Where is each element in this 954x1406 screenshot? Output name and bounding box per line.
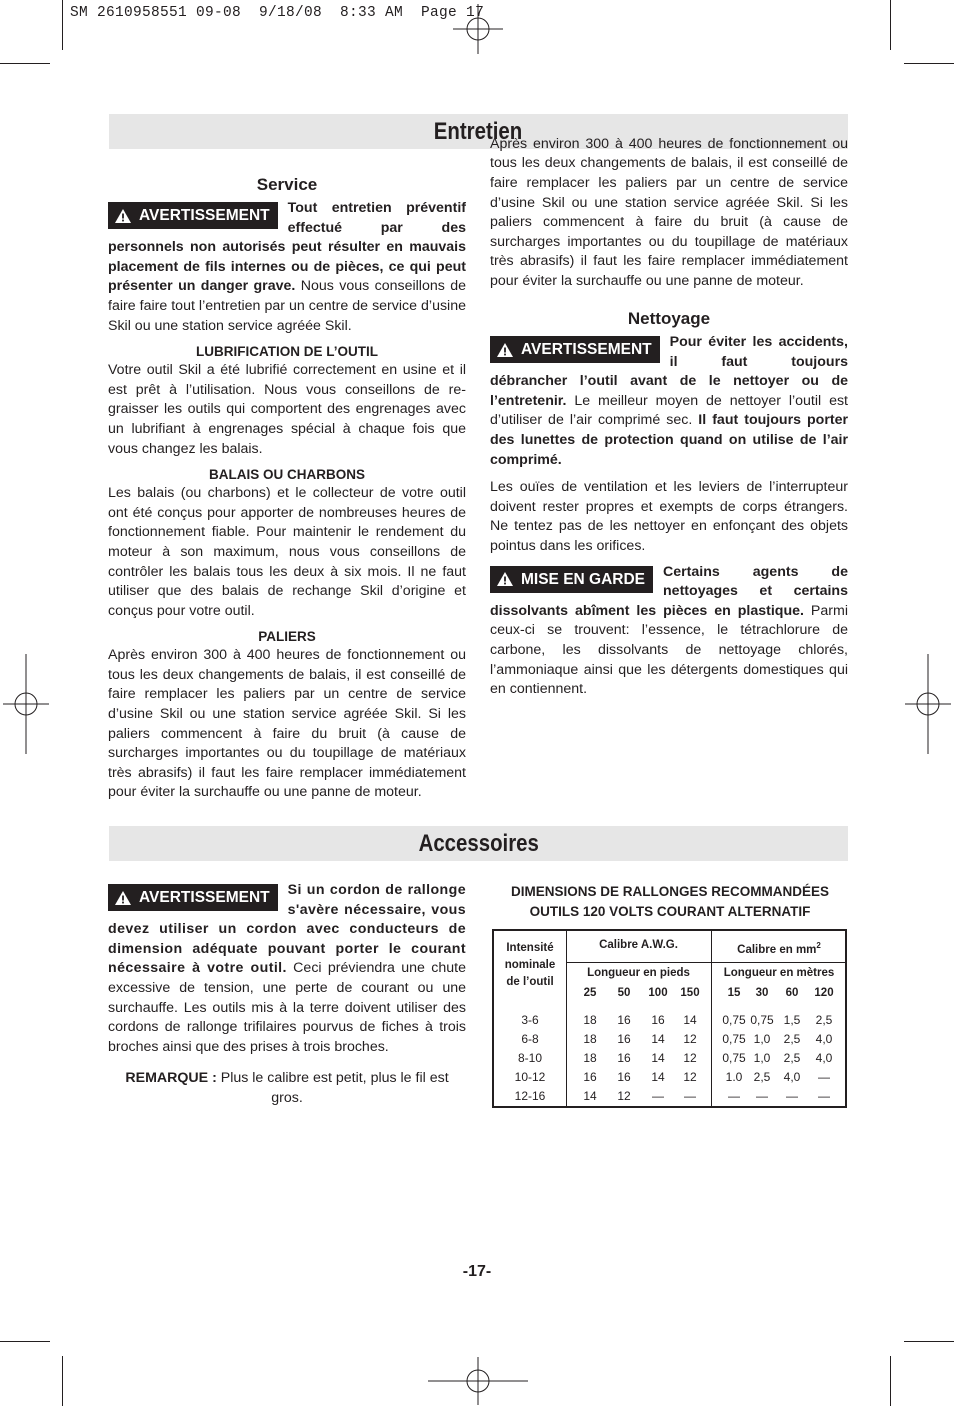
feet-value: 25: [583, 987, 597, 999]
awg-cell: 12: [683, 1051, 697, 1065]
amperage-cell: 10-12: [514, 1070, 546, 1084]
mm-cell: 1,0: [753, 1051, 771, 1065]
crop-mark: [62, 0, 63, 50]
awg-cell: 16: [617, 1013, 631, 1027]
mm-header: Calibre en $mm^2$: [737, 941, 821, 956]
table-divider: [566, 962, 847, 963]
amperage-cell: 3-6: [521, 1013, 539, 1027]
mm-cell: 4,0: [815, 1051, 833, 1065]
cleaning-paragraph: AVERTISSEMENT Pour éviter les accidents, il faut toujours débrancher l’outil avant de le nettoyer ou de l’entretenir. Le meilleur moyen de nettoyer l’outil est d’utiliser de l’air comprimé sec. Il faut toujours porter des lunettes de protection quand on utilise de l’air comprimé.: [490, 334, 848, 468]
awg-header: Calibre A.W.G.: [599, 939, 678, 951]
registration-target-icon: [905, 654, 951, 754]
awg-cell: 16: [617, 1051, 631, 1065]
meters-header: Longueur en mètres: [723, 967, 835, 979]
feet-header: Longueur en pieds: [587, 967, 690, 979]
amperage-cell: 6-8: [521, 1032, 539, 1046]
warning-triangle-icon: [496, 571, 514, 587]
entretien-left-column: [108, 175, 467, 801]
awg-cell: 18: [583, 1032, 597, 1046]
warning-badge: AVERTISSEMENT: [108, 884, 278, 911]
section-title-entretien: Entretien: [109, 114, 848, 149]
crop-mark: [890, 1356, 891, 1406]
feet-value: 150: [680, 987, 700, 999]
crop-mark: [890, 0, 891, 50]
vents-paragraph: Les ouïes de ventilation et les leviers de l’interrupteur doivent rester propres et exempts de corps étrangers. Ne tentez pas de les nettoyer en enfonçant des objets pointus dans les orifices.: [490, 479, 848, 554]
crop-mark: [0, 1341, 50, 1342]
section-title-accessoires: Accessoires: [109, 826, 848, 861]
mm-cell: 4,0: [783, 1070, 801, 1084]
table-divider: [566, 931, 567, 1106]
awg-cell: —: [652, 1089, 664, 1103]
awg-cell: —: [684, 1089, 696, 1103]
bearings-heading: PALIERS: [258, 629, 316, 645]
mm-cell: 1.0: [725, 1070, 743, 1084]
entretien-right-column: [490, 135, 848, 700]
mm-cell: 2,5: [783, 1051, 801, 1065]
brushes-paragraph: Les balais (ou charbons) et le collecteur de votre outil ont été conçus pour apporter de nombreuses heures de fonctionnement fiable. Pour maintenir le rendement du moteur à son maximum, nous vous conseillons de contrôler les balais tous les deux à six mois. Il ne faut utiliser que des balais de rechange Skil d’origine et conçus pour votre outil.: [108, 485, 466, 619]
amperage-header: Intensité nominale de l’outil: [504, 942, 556, 988]
crop-mark: [0, 63, 50, 64]
mm-cell: —: [818, 1089, 830, 1103]
feet-value: 100: [648, 987, 668, 999]
lubrication-paragraph: Votre outil Skil a été lubrifié correctement en usine et il est prêt à l’utilisation. Nous vous conseillons de re-graisser les outils qui comportent des engrenages avec un lubrifiant à engrenages spécial à chaque fois que vous changez les balais.: [108, 362, 466, 457]
registration-target-icon: [453, 4, 503, 54]
service-paragraph: AVERTISSEMENT Tout entretien préventif effectué par des personnels non autorisés peut résulter en mauvais placement de fils internes ou de pièces, ce qui peut présenter un danger grave. Nous vous conseillons de faire faire tout l’entretien par un centre de service d’usine Skil ou une station service agréée Skil.: [108, 200, 467, 334]
meter-value: 15: [727, 987, 741, 999]
mm-cell: 4,0: [815, 1032, 833, 1046]
awg-cell: 16: [617, 1070, 631, 1084]
caution-badge: MISE EN GARDE: [490, 566, 653, 593]
mm-cell: —: [728, 1089, 740, 1103]
mm-cell: 0,75: [722, 1032, 746, 1046]
awg-cell: 14: [651, 1070, 665, 1084]
extension-cord-paragraph: AVERTISSEMENT Si un cordon de rallonge s'avère nécessaire, vous devez utiliser un cordon avec conducteurs de dimension adéquate pouvant porter le courant nécessaire à votre outil. Ceci préviendra une chute excessive de tension, une perte de courant ou une surchauffe. Les outils mis à la terre doivent utiliser des cordons de rallonge trifilaires pourvus de fiches à trois broches ainsi que des prises à trois broches.: [108, 882, 466, 1055]
mm-cell: 2,5: [783, 1032, 801, 1046]
brushes-heading: BALAIS OU CHARBONS: [208, 467, 365, 483]
mm-cell: 1,0: [753, 1032, 771, 1046]
bearings-paragraph-continued: Après environ 300 à 400 heures de fonctionnement ou tous les deux changements de balais, il est conseillé de faire remplacer les paliers par un centre de service d’usine Skil ou une station service agréée Skil. Si les paliers commencent à faire du bruit (à cause de surcharges importantes ou du toupillage de matériaux très abrasifs) il faut les faire remplacer immédiatement pour éviter la surchauffe ou une panne de moteur.: [490, 135, 848, 289]
amperage-cell: 8-10: [517, 1051, 543, 1065]
awg-cell: 16: [651, 1013, 665, 1027]
mm-cell: 0,75: [750, 1013, 774, 1027]
amperage-cell: 12-16: [514, 1089, 546, 1103]
mm-cell: 0,75: [722, 1051, 746, 1065]
mm-cell: 1,5: [783, 1013, 801, 1027]
awg-cell: 14: [583, 1089, 597, 1103]
warning-badge: AVERTISSEMENT: [108, 202, 278, 229]
awg-cell: 16: [617, 1032, 631, 1046]
warning-triangle-icon: [114, 890, 132, 906]
note-paragraph: REMARQUE : Plus le calibre est petit, plus le fil est gros.: [125, 1070, 449, 1106]
page-number: -17-: [462, 1263, 492, 1280]
meter-value: 30: [755, 987, 769, 999]
warning-badge: AVERTISSEMENT: [490, 336, 660, 363]
registration-target-icon: [3, 654, 49, 754]
registration-target-icon: [428, 1357, 528, 1405]
warning-triangle-icon: [496, 342, 514, 358]
print-slug: SM 2610958551 09-08 9/18/08 8:33 AM Page 17: [70, 5, 485, 21]
caution-paragraph: MISE EN GARDE Certains agents de nettoyages et certains dissolvants abîment les pièces en plastique. Parmi ceux-ci se trouvent: l’essence, le tétrachlorure de carbone, les dissolvants de nettoyage chlorés, l’ammoniaque ainsi que les détergents domestiques qui en contiennent.: [490, 563, 848, 698]
mm-cell: 2,5: [815, 1013, 833, 1027]
mm-cell: —: [818, 1070, 830, 1084]
awg-cell: 12: [683, 1070, 697, 1084]
table-title: DIMENSIONS DE RALLONGES RECOMMANDÉES OUTILS 120 VOLTS COURANT ALTERNATIF: [510, 884, 830, 919]
lubrication-heading: LUBRIFICATION DE L’OUTIL: [196, 344, 378, 360]
feet-value: 50: [617, 987, 631, 999]
awg-cell: 12: [617, 1089, 631, 1103]
crop-mark: [62, 1356, 63, 1406]
awg-cell: 14: [683, 1013, 697, 1027]
mm-cell: 2,5: [753, 1070, 771, 1084]
accessoires-left-column: [108, 881, 466, 1109]
warning-triangle-icon: [114, 208, 132, 224]
extension-cord-table: [492, 929, 847, 1108]
crop-mark: [904, 1341, 954, 1342]
meter-value: 60: [785, 987, 799, 999]
cleaning-heading: Nettoyage: [627, 309, 711, 328]
meter-value: 120: [814, 987, 834, 999]
bearings-paragraph: Après environ 300 à 400 heures de fonctionnement ou tous les deux changements de balais, il est conseillé de faire remplacer les paliers par un centre de service d’usine Skil ou une station service agréée Skil. Si les paliers commencent à faire du bruit (à cause de surcharges importantes ou du toupillage de matériaux très abrasifs) il faut les faire remplacer immédiatement pour éviter la surchauffe ou une panne de moteur.: [108, 647, 466, 801]
crop-mark: [904, 63, 954, 64]
awg-cell: 12: [683, 1032, 697, 1046]
awg-cell: 18: [583, 1013, 597, 1027]
service-heading: Service: [256, 175, 318, 194]
mm-cell: —: [756, 1089, 768, 1103]
awg-cell: 14: [651, 1032, 665, 1046]
awg-cell: 14: [651, 1051, 665, 1065]
mm-cell: 0,75: [722, 1013, 746, 1027]
awg-cell: 18: [583, 1051, 597, 1065]
mm-cell: —: [786, 1089, 798, 1103]
awg-cell: 16: [583, 1070, 597, 1084]
